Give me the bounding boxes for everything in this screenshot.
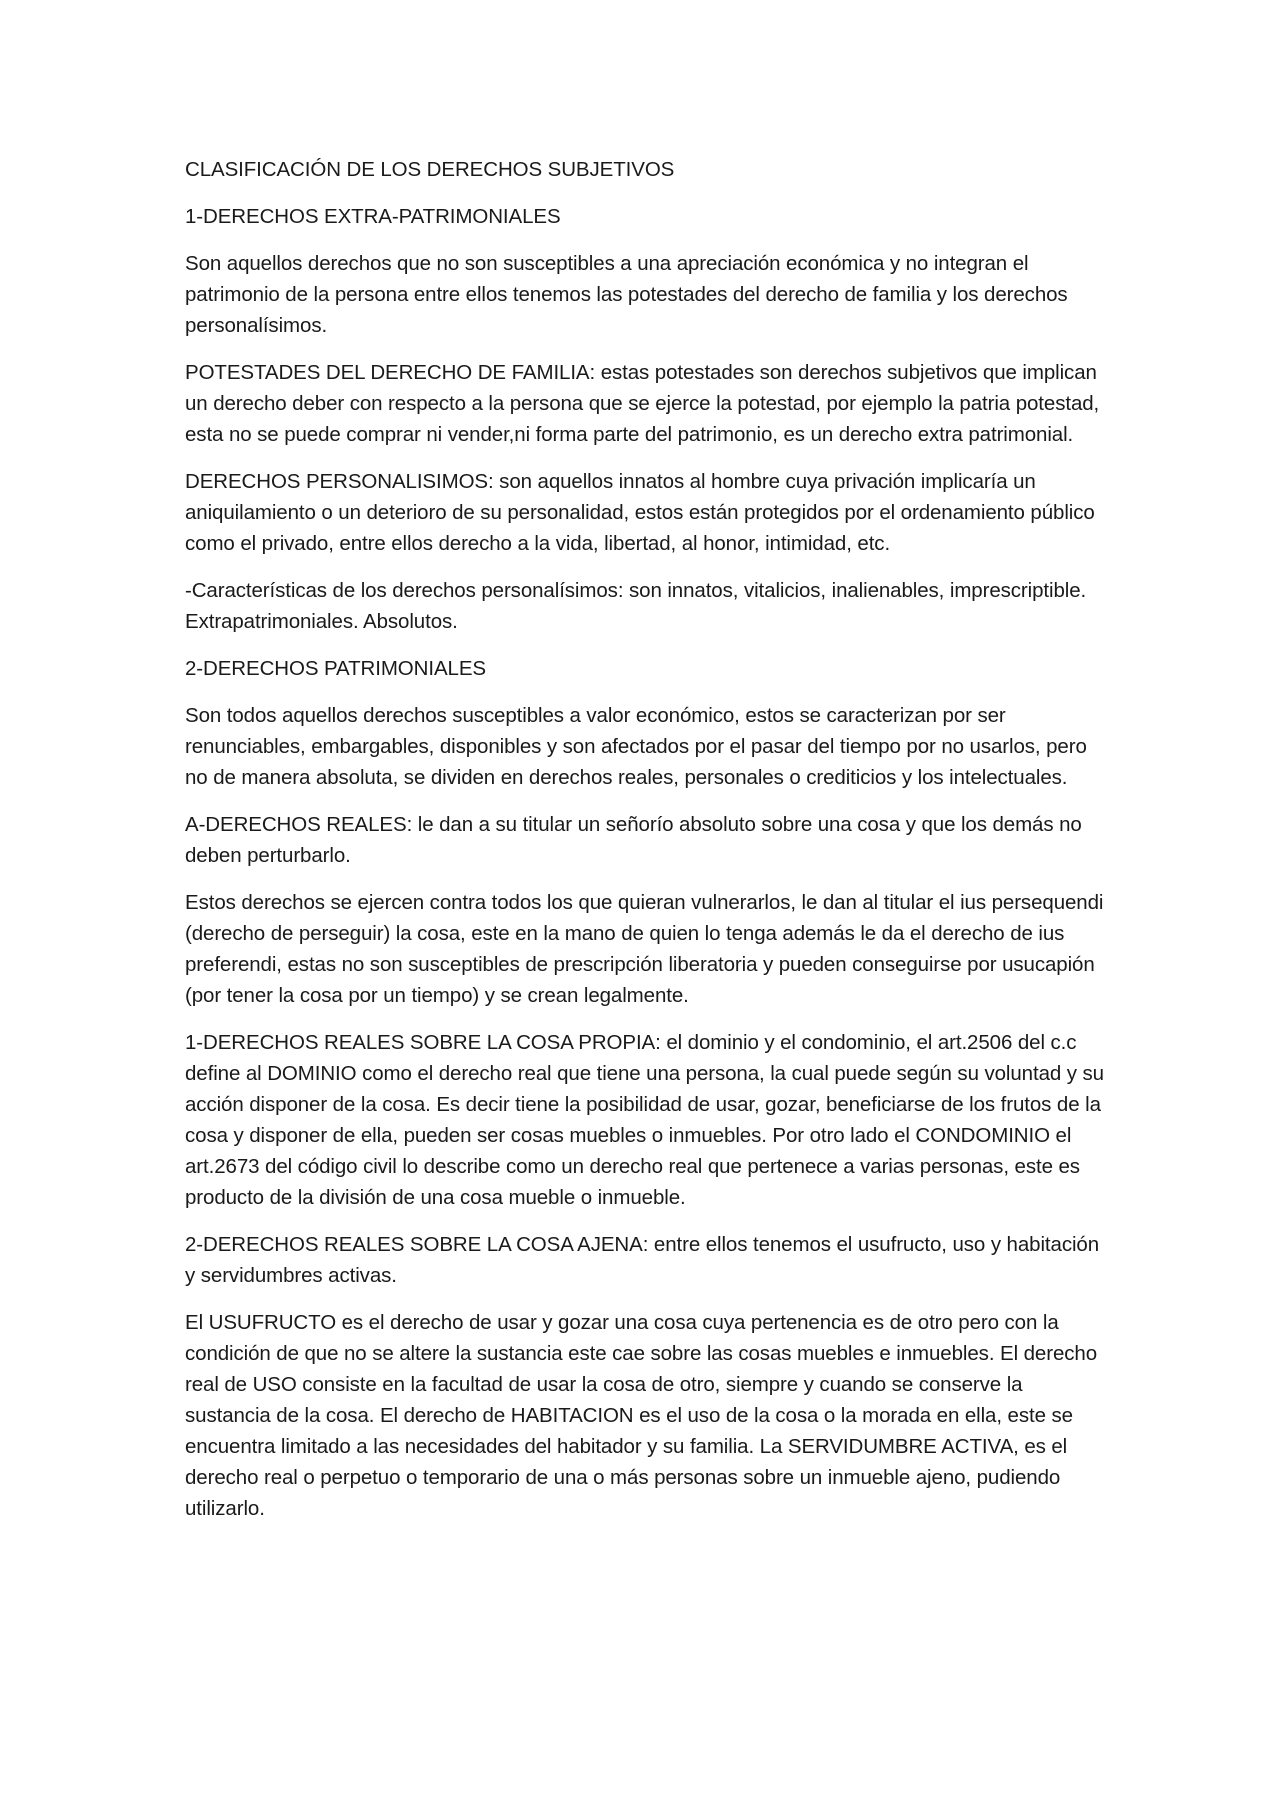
paragraph-extra-patrimoniales-definition: Son aquellos derechos que no son susceptibles a una apreciación económica y no integran el patrimonio de la persona entre ellos tenemos las potestades del derecho de familia y los derechos personalísimos. [185,252,1068,337]
document-body [185,154,1105,1540]
paragraph-cosa-ajena: 2-DERECHOS REALES SOBRE LA COSA AJENA: entre ellos tenemos el usufructo, uso y habitación y servidumbres activas. [185,1233,1100,1287]
section-heading-extra-patrimoniales: 1-DERECHOS EXTRA-PATRIMONIALES [185,205,561,228]
paragraph-potestades-familia: POTESTADES DEL DERECHO DE FAMILIA: estas potestades son derechos subjetivos que implican un derecho deber con respecto a la persona que se ejerce la potestad, por ejemplo la patria potestad, esta no se puede comprar ni vender,ni forma parte del patrimonio, es un derecho extra patrimonial. [185,361,1100,446]
paragraph-derechos-personalisimos: DERECHOS PERSONALISIMOS: son aquellos innatos al hombre cuya privación implicaría un aniquilamiento o un deterioro de su personalidad, estos están protegidos por el ordenamiento público como el privado, entre ellos derecho a la vida, libertad, al honor, intimidad, etc. [185,470,1095,555]
paragraph-derechos-reales: A-DERECHOS REALES: le dan a su titular un señorío absoluto sobre una cosa y que los demás no deben perturbarlo. [185,813,1082,867]
paragraph-derechos-reales-ejercicio: Estos derechos se ejercen contra todos los que quieran vulnerarlos, le dan al titular el ius persequendi (derecho de perseguir) la cosa, este en la mano de quien lo tenga además le da el derecho de ius preferendi, estas no son susceptibles de prescripción liberatoria y pueden conseguirse por usucapión (por tener la cosa por un tiempo) y se crean legalmente. [185,891,1104,1007]
document-title: CLASIFICACIÓN DE LOS DERECHOS SUBJETIVOS [185,158,675,181]
section-heading-patrimoniales: 2-DERECHOS PATRIMONIALES [185,657,486,680]
paragraph-cosa-propia: 1-DERECHOS REALES SOBRE LA COSA PROPIA: el dominio y el condominio, el art.2506 del c.c define al DOMINIO como el derecho real que tiene una persona, la cual puede según su voluntad y su acción disponer de la cosa. Es decir tiene la posibilidad de usar, gozar, beneficiarse de los frutos de la cosa y disponer de ella, pueden ser cosas muebles o inmuebles. Por otro lado el CONDOMINIO el art.2673 del código civil lo describe como un derecho real que pertenece a varias personas, este es producto de la división de una cosa mueble o inmueble. [185,1031,1104,1209]
paragraph-patrimoniales-definition: Son todos aquellos derechos susceptibles a valor económico, estos se caracterizan por ser renunciables, embargables, disponibles y son afectados por el pasar del tiempo por no usarlos, pero no de manera absoluta, se dividen en derechos reales, personales o crediticios y los intelectuales. [185,704,1087,789]
paragraph-usufructo-uso-habitacion: El USUFRUCTO es el derecho de usar y gozar una cosa cuya pertenencia es de otro pero con la condición de que no se altere la sustancia este cae sobre las cosas muebles e inmuebles. El derecho real de USO consiste en la facultad de usar la cosa de otro, siempre y cuando se conserve la sustancia de la cosa. El derecho de HABITACION es el uso de la cosa o la morada en ella, este se encuentra limitado a las necesidades del habitador y su familia. La SERVIDUMBRE ACTIVA, es el derecho real o perpetuo o temporario de una o más personas sobre un inmueble ajeno, pudiendo utilizarlo. [185,1311,1098,1520]
paragraph-caracteristicas-personalisimos: -Características de los derechos personalísimos: son innatos, vitalicios, inalienables, imprescriptible. Extrapatrimoniales. Absolutos. [185,579,1087,633]
